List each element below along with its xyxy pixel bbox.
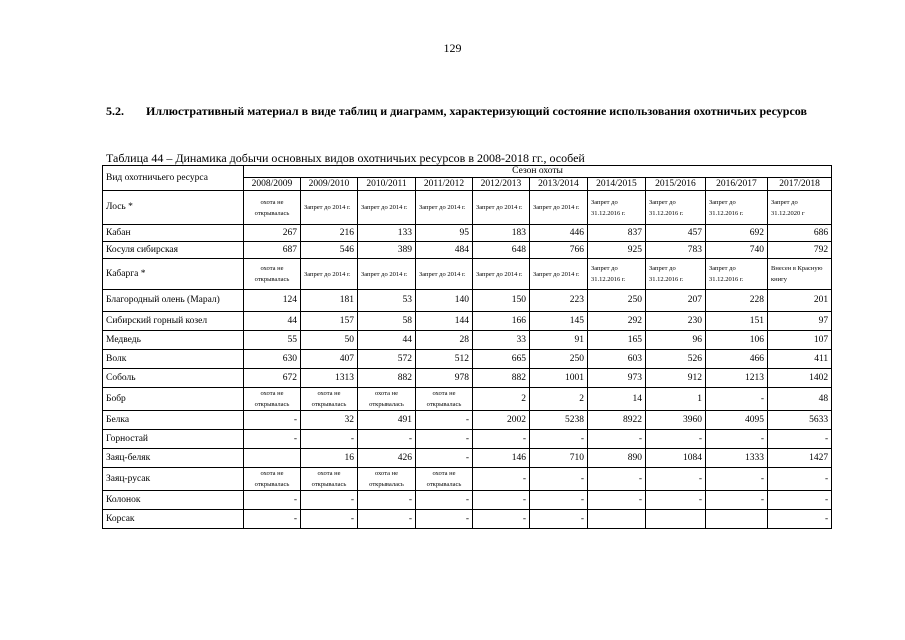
value-cell: 665 xyxy=(473,350,530,369)
value-cell: 150 xyxy=(473,290,530,312)
table-row xyxy=(103,242,832,259)
value-cell: - xyxy=(416,430,473,449)
value-cell: 692 xyxy=(706,225,768,242)
value-cell: 925 xyxy=(588,242,646,259)
header-year: 2010/2011 xyxy=(358,178,416,191)
value-cell: 5633 xyxy=(768,411,832,430)
value-cell: 144 xyxy=(416,312,473,331)
value-cell: - xyxy=(768,491,832,510)
value-cell: охота не открывалась xyxy=(244,259,301,290)
value-cell: 1001 xyxy=(530,369,588,388)
value-cell: 783 xyxy=(646,242,706,259)
value-cell: 28 xyxy=(416,331,473,350)
value-cell: 2002 xyxy=(473,411,530,430)
value-cell: 4095 xyxy=(706,411,768,430)
value-cell: 183 xyxy=(473,225,530,242)
value-cell: 44 xyxy=(244,312,301,331)
table-row xyxy=(103,225,832,242)
value-cell: 766 xyxy=(530,242,588,259)
value-cell: 411 xyxy=(768,350,832,369)
value-cell: 484 xyxy=(416,242,473,259)
header-year: 2016/2017 xyxy=(706,178,768,191)
value-cell: - xyxy=(588,468,646,491)
header-resource: Вид охотничьего ресурса xyxy=(103,166,244,191)
value-cell: Запрет до 31.12.2020 г xyxy=(768,191,832,225)
value-cell: 1084 xyxy=(646,449,706,468)
header-year: 2015/2016 xyxy=(646,178,706,191)
value-cell: 740 xyxy=(706,242,768,259)
value-cell: 491 xyxy=(358,411,416,430)
value-cell: 207 xyxy=(646,290,706,312)
value-cell: 201 xyxy=(768,290,832,312)
value-cell: - xyxy=(646,430,706,449)
value-cell: - xyxy=(244,411,301,430)
value-cell: - xyxy=(416,449,473,468)
value-cell: 446 xyxy=(530,225,588,242)
value-cell: - xyxy=(530,510,588,529)
value-cell: 228 xyxy=(706,290,768,312)
value-cell xyxy=(244,449,301,468)
value-cell xyxy=(588,510,646,529)
value-cell: 14 xyxy=(588,388,646,411)
value-cell: 890 xyxy=(588,449,646,468)
value-cell: 230 xyxy=(646,312,706,331)
value-cell: 1213 xyxy=(706,369,768,388)
value-cell: - xyxy=(530,430,588,449)
table-row xyxy=(103,191,832,225)
value-cell: 140 xyxy=(416,290,473,312)
value-cell: 166 xyxy=(473,312,530,331)
value-cell: - xyxy=(473,430,530,449)
value-cell: 96 xyxy=(646,331,706,350)
harvest-table xyxy=(102,165,832,529)
value-cell: 687 xyxy=(244,242,301,259)
resource-name-cell: Кабан xyxy=(103,225,244,242)
table-row xyxy=(103,411,832,430)
value-cell: Запрет до 2014 г. xyxy=(416,259,473,290)
resource-name-cell: Медведь xyxy=(103,331,244,350)
value-cell: - xyxy=(416,510,473,529)
value-cell: 95 xyxy=(416,225,473,242)
value-cell: - xyxy=(768,510,832,529)
value-cell: 16 xyxy=(301,449,358,468)
value-cell: - xyxy=(473,468,530,491)
value-cell: 973 xyxy=(588,369,646,388)
table-row xyxy=(103,491,832,510)
value-cell: 672 xyxy=(244,369,301,388)
section-title: Иллюстративный материал в виде таблиц и диаграмм, характеризующий состояние использования охотничьих ресурсов xyxy=(146,104,807,118)
value-cell: - xyxy=(588,430,646,449)
value-cell: - xyxy=(473,491,530,510)
value-cell: 53 xyxy=(358,290,416,312)
value-cell: - xyxy=(768,468,832,491)
header-year: 2009/2010 xyxy=(301,178,358,191)
value-cell: - xyxy=(244,510,301,529)
value-cell: Запрет до 31.12.2016 г. xyxy=(588,191,646,225)
value-cell: 407 xyxy=(301,350,358,369)
value-cell: Внесен в Красную книгу xyxy=(768,259,832,290)
value-cell: Запрет до 2014 г. xyxy=(301,259,358,290)
resource-name-cell: Колонок xyxy=(103,491,244,510)
value-cell: охота не открывалась xyxy=(244,468,301,491)
value-cell: 124 xyxy=(244,290,301,312)
value-cell: 1 xyxy=(646,388,706,411)
header-season-group: Сезон охоты xyxy=(244,166,832,178)
table-body xyxy=(103,191,832,529)
value-cell: Запрет до 2014 г. xyxy=(473,259,530,290)
resource-name-cell: Заяц-русак xyxy=(103,468,244,491)
table-row xyxy=(103,468,832,491)
value-cell: - xyxy=(416,491,473,510)
resource-name-cell: Заяц-беляк xyxy=(103,449,244,468)
value-cell: 250 xyxy=(530,350,588,369)
value-cell: Запрет до 2014 г. xyxy=(416,191,473,225)
header-year: 2013/2014 xyxy=(530,178,588,191)
table-row xyxy=(103,510,832,529)
header-year: 2011/2012 xyxy=(416,178,473,191)
value-cell: 2 xyxy=(473,388,530,411)
value-cell: 546 xyxy=(301,242,358,259)
value-cell: - xyxy=(530,491,588,510)
value-cell: - xyxy=(358,430,416,449)
table-row xyxy=(103,369,832,388)
section-number: 5.2. xyxy=(106,104,124,118)
value-cell: Запрет до 31.12.2016 г. xyxy=(588,259,646,290)
value-cell: Запрет до 31.12.2016 г. xyxy=(706,191,768,225)
value-cell: - xyxy=(706,468,768,491)
table-row xyxy=(103,350,832,369)
table-caption: Таблица 44 – Динамика добычи основных видов охотничьих ресурсов в 2008-2018 гг., особей xyxy=(106,151,585,165)
value-cell: 630 xyxy=(244,350,301,369)
value-cell: 1313 xyxy=(301,369,358,388)
resource-name-cell: Благородный олень (Марал) xyxy=(103,290,244,312)
value-cell: 48 xyxy=(768,388,832,411)
value-cell: - xyxy=(646,468,706,491)
resource-name-cell: Соболь xyxy=(103,369,244,388)
value-cell: 792 xyxy=(768,242,832,259)
value-cell: 292 xyxy=(588,312,646,331)
value-cell: - xyxy=(244,430,301,449)
value-cell: 97 xyxy=(768,312,832,331)
value-cell: 165 xyxy=(588,331,646,350)
value-cell: 978 xyxy=(416,369,473,388)
value-cell: Запрет до 31.12.2016 г. xyxy=(646,259,706,290)
header-year: 2017/2018 xyxy=(768,178,832,191)
value-cell: Запрет до 31.12.2016 г. xyxy=(646,191,706,225)
resource-name-cell: Бобр xyxy=(103,388,244,411)
value-cell: 1427 xyxy=(768,449,832,468)
value-cell: 457 xyxy=(646,225,706,242)
value-cell: - xyxy=(416,411,473,430)
value-cell: 389 xyxy=(358,242,416,259)
value-cell: Запрет до 2014 г. xyxy=(473,191,530,225)
resource-name-cell: Косуля сибирская xyxy=(103,242,244,259)
value-cell: охота не открывалась xyxy=(301,388,358,411)
value-cell: охота не открывалась xyxy=(244,388,301,411)
value-cell: 882 xyxy=(473,369,530,388)
value-cell: 512 xyxy=(416,350,473,369)
value-cell: 91 xyxy=(530,331,588,350)
value-cell: Запрет до 2014 г. xyxy=(530,259,588,290)
value-cell: - xyxy=(706,430,768,449)
value-cell: охота не открывалась xyxy=(301,468,358,491)
value-cell: охота не открывалась xyxy=(244,191,301,225)
value-cell: 250 xyxy=(588,290,646,312)
value-cell: 145 xyxy=(530,312,588,331)
table-row xyxy=(103,312,832,331)
table-row xyxy=(103,331,832,350)
value-cell: охота не открывалась xyxy=(416,468,473,491)
value-cell: 223 xyxy=(530,290,588,312)
value-cell: - xyxy=(301,510,358,529)
value-cell: 686 xyxy=(768,225,832,242)
value-cell: 267 xyxy=(244,225,301,242)
value-cell: 58 xyxy=(358,312,416,331)
value-cell: - xyxy=(768,430,832,449)
header-row-season xyxy=(103,166,832,178)
table-row xyxy=(103,449,832,468)
value-cell: 526 xyxy=(646,350,706,369)
resource-name-cell: Кабарга * xyxy=(103,259,244,290)
value-cell: 133 xyxy=(358,225,416,242)
value-cell: Запрет до 31.12.2016 г. xyxy=(706,259,768,290)
value-cell: 1333 xyxy=(706,449,768,468)
page-number: 129 xyxy=(443,41,462,55)
value-cell: 50 xyxy=(301,331,358,350)
header-year: 2014/2015 xyxy=(588,178,646,191)
section-heading xyxy=(106,103,842,119)
value-cell: 3960 xyxy=(646,411,706,430)
value-cell: 2 xyxy=(530,388,588,411)
resource-name-cell: Белка xyxy=(103,411,244,430)
value-cell: 55 xyxy=(244,331,301,350)
value-cell: Запрет до 2014 г. xyxy=(358,191,416,225)
value-cell: 466 xyxy=(706,350,768,369)
value-cell: - xyxy=(530,468,588,491)
value-cell xyxy=(646,510,706,529)
resource-name-cell: Лось * xyxy=(103,191,244,225)
value-cell: - xyxy=(358,491,416,510)
table-row xyxy=(103,259,832,290)
resource-name-cell: Сибирский горный козел xyxy=(103,312,244,331)
value-cell: 572 xyxy=(358,350,416,369)
value-cell: 33 xyxy=(473,331,530,350)
header-year: 2012/2013 xyxy=(473,178,530,191)
value-cell: охота не открывалась xyxy=(416,388,473,411)
value-cell: Запрет до 2014 г. xyxy=(358,259,416,290)
value-cell: 710 xyxy=(530,449,588,468)
value-cell: 648 xyxy=(473,242,530,259)
value-cell: охота не открывалась xyxy=(358,388,416,411)
value-cell: - xyxy=(473,510,530,529)
value-cell: - xyxy=(301,491,358,510)
value-cell: 426 xyxy=(358,449,416,468)
value-cell: 181 xyxy=(301,290,358,312)
table-row xyxy=(103,290,832,312)
value-cell: охота не открывалась xyxy=(358,468,416,491)
value-cell: 146 xyxy=(473,449,530,468)
header-year: 2008/2009 xyxy=(244,178,301,191)
value-cell: - xyxy=(646,491,706,510)
value-cell: Запрет до 2014 г. xyxy=(301,191,358,225)
table-row xyxy=(103,430,832,449)
value-cell: 1402 xyxy=(768,369,832,388)
resource-name-cell: Корсак xyxy=(103,510,244,529)
value-cell: Запрет до 2014 г. xyxy=(530,191,588,225)
value-cell: - xyxy=(244,491,301,510)
value-cell: 32 xyxy=(301,411,358,430)
value-cell: 603 xyxy=(588,350,646,369)
table-row xyxy=(103,388,832,411)
value-cell: 216 xyxy=(301,225,358,242)
value-cell: 44 xyxy=(358,331,416,350)
resource-name-cell: Волк xyxy=(103,350,244,369)
value-cell: - xyxy=(588,491,646,510)
value-cell: 8922 xyxy=(588,411,646,430)
value-cell: 5238 xyxy=(530,411,588,430)
value-cell: 837 xyxy=(588,225,646,242)
value-cell: 107 xyxy=(768,331,832,350)
value-cell: 157 xyxy=(301,312,358,331)
value-cell: - xyxy=(358,510,416,529)
value-cell: - xyxy=(706,388,768,411)
resource-name-cell: Горностай xyxy=(103,430,244,449)
value-cell: 151 xyxy=(706,312,768,331)
value-cell: 106 xyxy=(706,331,768,350)
value-cell: - xyxy=(706,491,768,510)
value-cell: 912 xyxy=(646,369,706,388)
value-cell xyxy=(706,510,768,529)
value-cell: 882 xyxy=(358,369,416,388)
value-cell: - xyxy=(301,430,358,449)
